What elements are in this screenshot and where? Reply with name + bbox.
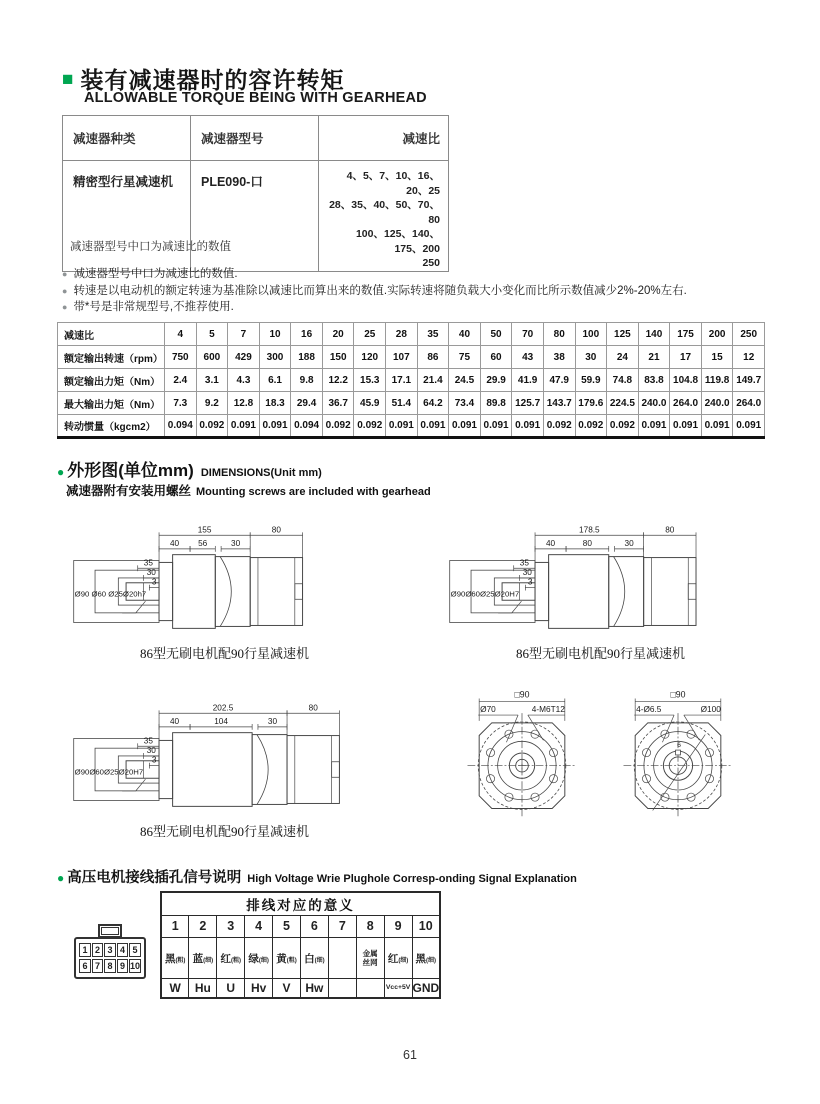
signal-name: V xyxy=(273,978,301,998)
ratio-line: 4、5、7、10、16、20、25 xyxy=(346,170,440,197)
spec-cell: 12 xyxy=(733,346,765,369)
dimension-label: 35 xyxy=(519,558,529,568)
spec-cell: 18.3 xyxy=(259,392,291,415)
spec-cell: 175 xyxy=(670,323,702,346)
wire-table-title-row xyxy=(161,892,440,915)
dimension-label: 178.5 xyxy=(579,525,600,535)
notes-list xyxy=(62,266,687,316)
spec-row-label: 额定输出力矩（Nm） xyxy=(58,369,165,392)
spec-table xyxy=(57,322,765,439)
wire-table-title: 排线对应的意义 xyxy=(161,892,440,915)
dimension-label: 30 xyxy=(624,538,634,548)
spec-table-row xyxy=(58,323,765,346)
spec-cell: 17 xyxy=(670,346,702,369)
wire-color-cell: 黑(粗) xyxy=(161,937,189,978)
wire-color-cell: 红(细) xyxy=(384,937,412,978)
spec-cell: 119.8 xyxy=(701,369,733,392)
spec-table-body xyxy=(58,323,765,438)
dimension-label: □90 xyxy=(514,689,530,700)
pin-number: 5 xyxy=(273,915,301,937)
drawing-shape xyxy=(215,557,250,627)
dimension-label: 4-Ø6.5 xyxy=(636,705,662,715)
bullet-icon: ● xyxy=(62,285,68,296)
table-row xyxy=(63,161,449,272)
bullet-icon: ● xyxy=(62,269,68,279)
note-text: 带*号是非常规型号,不推荐使用. xyxy=(73,301,234,313)
dimension-label: 155 xyxy=(197,525,212,535)
signal-heading xyxy=(57,866,577,887)
gearmotor-side-view xyxy=(62,690,387,818)
drawing-shape xyxy=(688,584,696,600)
spec-cell: 64.2 xyxy=(417,392,449,415)
dimension-label: 80 xyxy=(582,538,592,548)
drawing-shape xyxy=(159,562,173,620)
spec-cell: 600 xyxy=(196,346,228,369)
pin-number: 10 xyxy=(412,915,440,937)
wire-color-cell: 蓝(细) xyxy=(189,937,217,978)
dimension-label: 40 xyxy=(169,538,180,548)
plug-body xyxy=(74,937,146,979)
plug-pin: 1 xyxy=(79,943,91,957)
plug-pin: 3 xyxy=(104,943,116,957)
spec-cell: 429 xyxy=(228,346,260,369)
spec-cell: 264.0 xyxy=(733,392,765,415)
spec-cell: 41.9 xyxy=(512,369,544,392)
spec-cell: 0.092 xyxy=(322,415,354,438)
spec-cell: 7 xyxy=(228,323,260,346)
signal-name: U xyxy=(217,978,245,998)
spec-cell: 25 xyxy=(354,323,386,346)
dimension-label: 104 xyxy=(214,716,228,726)
spec-cell: 51.4 xyxy=(386,392,418,415)
plug-tab xyxy=(98,924,122,938)
dimension-label: 30 xyxy=(267,716,278,726)
spec-cell: 24 xyxy=(607,346,639,369)
dimensions-heading xyxy=(57,456,322,481)
plug-pin: 2 xyxy=(92,943,104,957)
wire-color-row xyxy=(161,937,440,978)
spec-cell: 75 xyxy=(449,346,481,369)
spec-cell: 0.091 xyxy=(701,415,733,438)
dimension-label: 40 xyxy=(545,538,556,548)
dimension-label: 3 xyxy=(151,577,157,587)
spec-cell: 24.5 xyxy=(449,369,481,392)
drawing-line xyxy=(506,715,518,742)
pin-number: 3 xyxy=(217,915,245,937)
wire-color-cell xyxy=(328,937,356,978)
spec-cell: 73.4 xyxy=(449,392,481,415)
signal-name-row xyxy=(161,978,440,998)
spec-cell: 9.8 xyxy=(291,369,323,392)
drawing-line xyxy=(684,715,700,740)
spec-cell: 150 xyxy=(322,346,354,369)
spec-row-label: 额定输出转速（rpm） xyxy=(58,346,165,369)
spec-cell: 224.5 xyxy=(607,392,639,415)
wire-table-body xyxy=(161,915,440,998)
spec-cell: 0.091 xyxy=(259,415,291,438)
spec-cell: 264.0 xyxy=(670,392,702,415)
drawing-line xyxy=(528,715,544,740)
gearhead-front-view xyxy=(448,680,596,826)
dimension-label: 80 xyxy=(271,525,281,535)
dimension-label: 56 xyxy=(198,538,208,548)
spec-cell: 21 xyxy=(638,346,670,369)
spec-cell: 3.1 xyxy=(196,369,228,392)
pin-number: 1 xyxy=(161,915,189,937)
spec-cell: 179.6 xyxy=(575,392,607,415)
spec-cell: 40 xyxy=(449,323,481,346)
spec-cell: 0.091 xyxy=(638,415,670,438)
dimension-label: 35 xyxy=(143,736,153,746)
bullet-icon: ● xyxy=(62,302,68,312)
drawing-caption: 86型无刷电机配90行星减速机 xyxy=(139,646,309,661)
dimension-label: Ø70 xyxy=(480,705,496,715)
plug-pin: 7 xyxy=(92,959,104,973)
wire-color-cell: 黑(细) xyxy=(412,937,440,978)
spec-cell: 300 xyxy=(259,346,291,369)
spec-cell: 107 xyxy=(386,346,418,369)
spec-table-row xyxy=(58,346,765,369)
spec-row-label: 减速比 xyxy=(58,323,165,346)
spec-cell: 143.7 xyxy=(543,392,575,415)
gearmotor-side-view xyxy=(438,512,763,640)
dimension-label: 40 xyxy=(169,716,180,726)
drawing-caption: 86型无刷电机配90行星减速机 xyxy=(139,824,309,839)
spec-cell: 16 xyxy=(291,323,323,346)
spec-cell: 43 xyxy=(512,346,544,369)
signal-name xyxy=(356,978,384,998)
gearhead-ratio-value xyxy=(319,161,449,272)
drawing-shape xyxy=(173,555,216,629)
wire-color-cell: 绿(细) xyxy=(245,937,273,978)
spec-cell: 74.8 xyxy=(607,369,639,392)
dimension-label: 30 xyxy=(231,538,241,548)
drawing-line xyxy=(662,715,674,742)
ratio-line: 100、125、140、175、200 xyxy=(355,228,440,255)
dimensions-heading-zh: 外形图(单位mm) xyxy=(67,461,194,480)
page-title-zh: 装有减速器时的容许转矩 xyxy=(80,67,345,93)
dimension-label: Ø90Ø60Ø25Ø20H7 xyxy=(450,589,520,599)
drawing-shape xyxy=(295,584,303,600)
spec-cell: 240.0 xyxy=(701,392,733,415)
dimension-label: 30 xyxy=(146,746,156,756)
wire-color-cell: 黄(粗) xyxy=(273,937,301,978)
signal-name: Vcc+5V xyxy=(384,978,412,998)
drawing-shape xyxy=(159,740,173,798)
pin-number: 8 xyxy=(356,915,384,937)
front-view-drawings xyxy=(448,680,752,826)
spec-cell: 240.0 xyxy=(638,392,670,415)
spec-cell: 21.4 xyxy=(417,369,449,392)
signal-name: Hv xyxy=(245,978,273,998)
note-text: 转速是以电动机的额定转速为基准除以减速比而算出来的数值.实际转速将随负载大小变化而比所示数值减少2%-20%左右. xyxy=(73,284,687,297)
pin-number: 7 xyxy=(328,915,356,937)
signal-name xyxy=(328,978,356,998)
col-header-type: 减速器种类 xyxy=(63,116,191,161)
col-header-ratio: 减速比 xyxy=(319,116,449,161)
spec-cell: 0.091 xyxy=(670,415,702,438)
dimension-label: 3 xyxy=(527,577,533,587)
spec-cell: 80 xyxy=(543,323,575,346)
dimension-label: 3 xyxy=(151,755,157,765)
spec-cell: 89.8 xyxy=(480,392,512,415)
dimensions-subheading-zh: 减速器附有安装用螺丝 xyxy=(66,484,192,498)
side-view-drawing-3 xyxy=(62,690,387,823)
spec-cell: 0.092 xyxy=(196,415,228,438)
spec-cell: 0.091 xyxy=(228,415,260,438)
spec-table-row xyxy=(58,369,765,392)
dimension-label: □90 xyxy=(670,689,686,700)
wire-color-cell: 白(细) xyxy=(300,937,328,978)
pin-number: 9 xyxy=(384,915,412,937)
plug-pin: 8 xyxy=(104,959,116,973)
note-item xyxy=(62,283,687,300)
ratio-line: 250 xyxy=(422,257,440,269)
spec-row-label: 转动惯量（kgcm2） xyxy=(58,415,165,438)
spec-row-label: 最大输出力矩（Nm） xyxy=(58,392,165,415)
note-text: 减速器型号中口为减速比的数值. xyxy=(73,268,238,280)
spec-cell: 120 xyxy=(354,346,386,369)
spec-cell: 6.1 xyxy=(259,369,291,392)
spec-cell: 28 xyxy=(386,323,418,346)
spec-cell: 0.092 xyxy=(543,415,575,438)
table-header-row xyxy=(63,116,449,161)
note-item xyxy=(62,266,687,283)
drawing-caption: 86型无刷电机配90行星减速机 xyxy=(515,646,685,661)
wire-color-cell: 金属丝网 xyxy=(356,937,384,978)
dimension-label: Ø90 Ø60 Ø25Ø20h7 xyxy=(74,589,147,599)
gearhead-model-value: PLE090-口 xyxy=(191,161,319,272)
spec-cell: 188 xyxy=(291,346,323,369)
plug-pin: 9 xyxy=(117,959,129,973)
wire-signal-table xyxy=(160,891,441,999)
dimension-label: 80 xyxy=(665,525,675,535)
plug-pin: 6 xyxy=(79,959,91,973)
spec-cell: 250 xyxy=(733,323,765,346)
spec-cell: 10 xyxy=(259,323,291,346)
dimension-label: 35 xyxy=(143,558,153,568)
dimension-label: 30 xyxy=(146,568,156,578)
pin-number: 6 xyxy=(300,915,328,937)
drawing-shape xyxy=(609,557,644,627)
ratio-line: 28、35、40、50、70、80 xyxy=(329,199,440,226)
spec-cell: 20 xyxy=(322,323,354,346)
side-view-drawing-2 xyxy=(438,512,763,645)
signal-name: Hw xyxy=(300,978,328,998)
plug-pin: 5 xyxy=(129,943,141,957)
table-footnote: 减速器型号中口为减速比的数值 xyxy=(70,241,231,253)
spec-cell: 104.8 xyxy=(670,369,702,392)
dimensions-subheading-en: Mounting screws are included with gearhead xyxy=(196,486,431,498)
spec-cell: 15 xyxy=(701,346,733,369)
spec-cell: 12.2 xyxy=(322,369,354,392)
dimension-label: Ø90Ø60Ø25Ø20H7 xyxy=(74,767,144,777)
spec-cell: 0.092 xyxy=(354,415,386,438)
dimensions-subheading xyxy=(66,481,431,499)
spec-cell: 83.8 xyxy=(638,369,670,392)
spec-cell: 0.094 xyxy=(291,415,323,438)
col-header-model: 减速器型号 xyxy=(191,116,319,161)
pin-number-row xyxy=(161,915,440,937)
spec-cell: 86 xyxy=(417,346,449,369)
spec-table-row xyxy=(58,392,765,415)
spec-cell: 15.3 xyxy=(354,369,386,392)
pin-number: 2 xyxy=(189,915,217,937)
spec-cell: 0.091 xyxy=(417,415,449,438)
spec-cell: 17.1 xyxy=(386,369,418,392)
spec-cell: 4 xyxy=(165,323,197,346)
spec-cell: 70 xyxy=(512,323,544,346)
spec-cell: 0.094 xyxy=(165,415,197,438)
spec-cell: 30 xyxy=(575,346,607,369)
side-view-drawing-1 xyxy=(62,512,387,645)
spec-cell: 45.9 xyxy=(354,392,386,415)
plug-pin: 10 xyxy=(130,961,141,971)
drawing-shape xyxy=(173,733,253,807)
spec-cell: 9.2 xyxy=(196,392,228,415)
note-item xyxy=(62,299,687,316)
spec-cell: 0.091 xyxy=(733,415,765,438)
spec-cell: 12.8 xyxy=(228,392,260,415)
spec-table-row xyxy=(58,415,765,438)
dimension-label: 30 xyxy=(522,568,532,578)
gearmotor-side-view xyxy=(62,512,387,640)
spec-cell: 50 xyxy=(480,323,512,346)
spec-cell: 140 xyxy=(638,323,670,346)
spec-cell: 47.9 xyxy=(543,369,575,392)
drawing-shape xyxy=(549,555,609,629)
signal-heading-en: High Voltage Wrie Plughole Corresp-onding Signal Explanation xyxy=(247,873,577,885)
drawing-shape xyxy=(332,762,340,778)
spec-cell: 0.091 xyxy=(512,415,544,438)
drawing-shape xyxy=(252,735,287,805)
spec-cell: 200 xyxy=(701,323,733,346)
spec-cell: 750 xyxy=(165,346,197,369)
spec-cell: 4.3 xyxy=(228,369,260,392)
spec-cell: 0.091 xyxy=(386,415,418,438)
green-bullet-icon: ● xyxy=(57,871,65,885)
spec-cell: 36.7 xyxy=(322,392,354,415)
keyway xyxy=(676,750,681,755)
spec-cell: 0.091 xyxy=(480,415,512,438)
drawing-shape xyxy=(535,562,549,620)
spec-cell: 0.091 xyxy=(449,415,481,438)
dimension-label: 80 xyxy=(308,703,318,713)
spec-cell: 60 xyxy=(480,346,512,369)
spec-cell: 5 xyxy=(196,323,228,346)
green-bullet-icon: ● xyxy=(57,465,65,479)
spec-cell: 29.4 xyxy=(291,392,323,415)
wire-color-cell: 红(粗) xyxy=(217,937,245,978)
green-square-icon: ■ xyxy=(62,69,74,90)
gearhead-type-value: 精密型行星减速机 xyxy=(63,161,191,272)
dimension-label: Ø100 xyxy=(700,705,721,715)
dimension-label: 6 xyxy=(677,742,681,750)
spec-cell: 35 xyxy=(417,323,449,346)
signal-name: W xyxy=(161,978,189,998)
pin-number: 4 xyxy=(245,915,273,937)
spec-cell: 29.9 xyxy=(480,369,512,392)
spec-cell: 0.092 xyxy=(607,415,639,438)
connector-plug-diagram xyxy=(74,924,146,979)
spec-cell: 125.7 xyxy=(512,392,544,415)
dimension-label: 202.5 xyxy=(212,703,234,713)
spec-cell: 59.9 xyxy=(575,369,607,392)
spec-cell: 2.4 xyxy=(165,369,197,392)
gearhead-front-view xyxy=(604,680,752,826)
signal-name: Hu xyxy=(189,978,217,998)
spec-cell: 7.3 xyxy=(165,392,197,415)
signal-name: GND xyxy=(412,978,440,998)
spec-cell: 100 xyxy=(575,323,607,346)
plug-pin: 4 xyxy=(117,943,129,957)
spec-cell: 149.7 xyxy=(733,369,765,392)
page-title-en: ALLOWABLE TORQUE BEING WITH GEARHEAD xyxy=(84,90,427,106)
page-number: 61 xyxy=(403,1048,417,1062)
dimensions-heading-en: DIMENSIONS(Unit mm) xyxy=(200,467,322,479)
dimension-label: 4-M6T12 xyxy=(531,705,565,715)
spec-cell: 0.092 xyxy=(575,415,607,438)
spec-cell: 125 xyxy=(607,323,639,346)
signal-heading-zh: 高压电机接线插孔信号说明 xyxy=(67,870,242,886)
spec-cell: 38 xyxy=(543,346,575,369)
